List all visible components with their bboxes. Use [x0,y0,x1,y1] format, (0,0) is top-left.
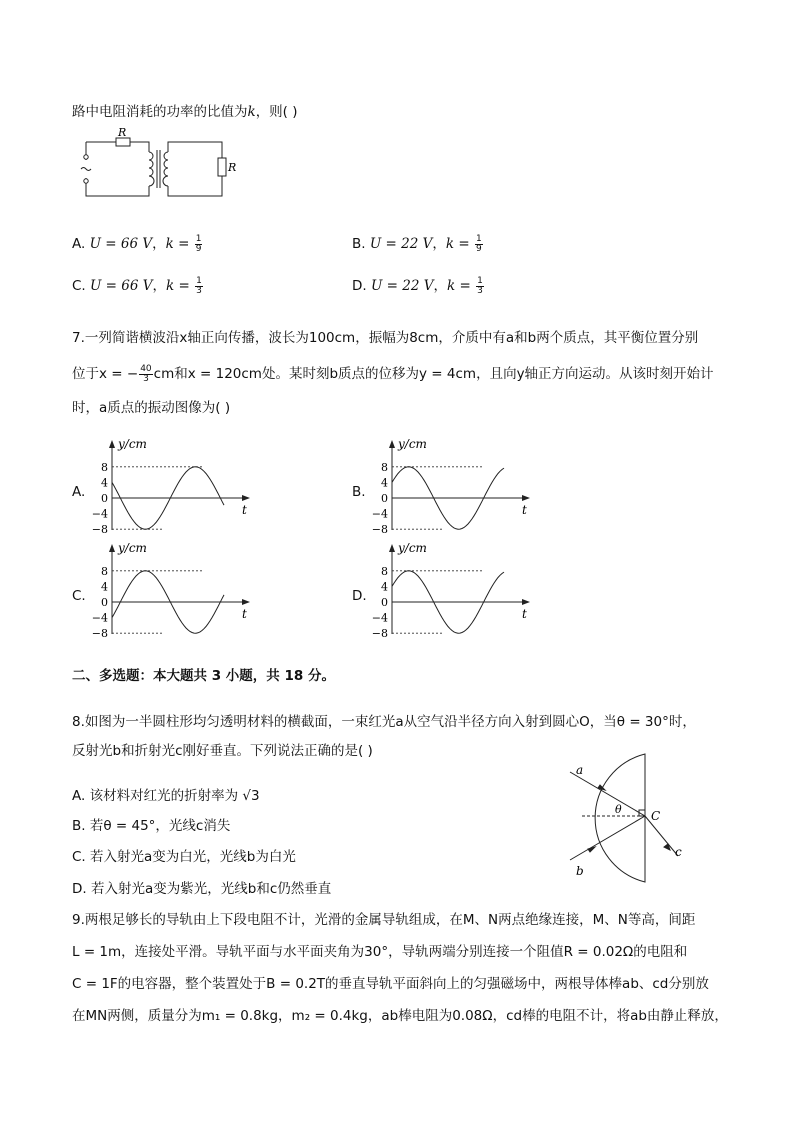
y-axis-arrow [389,440,395,448]
q7-line1: 7.一列简谐横波沿x轴正向传播，波长为100cm，振幅为8cm，介质中有a和b两个质点，其平衡位置分别 [72,330,699,346]
y-axis-label: y/cm [398,541,427,555]
fraction: $\frac{40}{3}$ [140,363,152,384]
section-heading: 二、多选题：本大题共 3 小题，共 18 分。 [72,668,335,684]
fraction: $\frac{1}{3}$ [477,275,483,296]
tick-label: −8 [91,523,108,536]
y-axis-arrow [389,544,395,552]
x-axis-label: t [522,607,527,621]
q7-line2: 位于x = − $\frac{40}{3}$ cm和x = 120cm处。某时刻b质点的位移为y = 4cm，且向y轴正方向运动。从该时刻开始计 [72,363,714,384]
y-axis-label: y/cm [398,437,427,451]
q6-option-c[interactable]: C. U = 66 V，k = $\frac{1}{3}$ [72,275,202,296]
point-label-c: C [651,809,661,823]
x-axis-arrow [242,495,250,501]
tick-label: 8 [101,460,108,474]
vibration-graph-c [84,540,256,640]
tick-label: 0 [101,596,108,609]
tick-label: 0 [101,492,108,505]
vibration-graph-a [84,436,256,536]
q8-line1: 8.如图为一半圆柱形均匀透明材料的横截面，一束红光a从空气沿半径方向入射到圆心O，当θ = 30°时， [72,714,696,730]
q6-option-d[interactable]: D. U = 22 V，k = $\frac{1}{3}$ [352,275,483,296]
q8-option-b[interactable]: B. 若θ = 45°，光线c消失 [72,818,231,834]
vibration-graph-d [364,540,536,640]
q8-line2: 反射光b和折射光c刚好垂直。下列说法正确的是( ) [72,743,373,759]
x-axis-arrow [242,599,250,605]
resistor-label-secondary: R [228,161,237,174]
tick-label: 8 [381,460,388,474]
vibration-graph-b [364,436,536,536]
transformer-circuit-figure [76,126,246,204]
fraction: $\frac{1}{9}$ [475,233,482,254]
ray-label-c: c [675,845,682,859]
x-axis-label: t [522,503,527,517]
q9-line1: 9.两根足够长的导轨由上下段电阻不计，光滑的金属导轨组成，在M、N两点绝缘连接，M、N等高，间距 [72,912,696,928]
y-axis-arrow [109,544,115,552]
tick-label: 4 [381,580,388,594]
q9-line3: C = 1F的电容器，整个装置处于B = 0.2T的垂直导轨平面斜向上的匀强磁场中，两根导体棒ab、cd分别放 [72,976,709,992]
q6-stem: 路中电阻消耗的功率的比值为k，则( ) [72,104,298,120]
tick-label: 0 [381,596,388,609]
resistor-label-primary: R [118,126,127,139]
angle-label-theta: θ [615,803,622,816]
q7-line3: 时，a质点的振动图像为( ) [72,400,231,416]
x-axis-arrow [522,495,530,501]
q9-line2: L = 1m，连接处平滑。导轨平面与水平面夹角为30°，导轨两端分别连接一个阻值R = 0.02Ω的电阻和 [72,944,688,960]
ray-label-a: a [576,763,584,777]
tick-label: 4 [101,580,108,594]
tick-label: −4 [91,611,108,625]
tick-label: 4 [381,476,388,490]
q9-line4: 在MN两侧，质量分为m₁ = 0.8kg，m₂ = 0.4kg，ab棒电阻为0.08Ω，cd棒的电阻不计，将ab由静止释放， [72,1008,728,1024]
q8-option-a[interactable]: A. 该材料对红光的折射率为 √3 [72,788,260,804]
tick-label: −4 [371,611,388,625]
semicircle-figure [560,752,700,888]
q6-option-b[interactable]: B. U = 22 V，k = $\frac{1}{9}$ [352,233,482,254]
q8-option-d[interactable]: D. 若入射光a变为紫光，光线b和c仍然垂直 [72,881,332,897]
x-axis-arrow [522,599,530,605]
fraction: $\frac{1}{9}$ [195,233,202,254]
tick-label: 0 [381,492,388,505]
fraction: $\frac{1}{3}$ [196,275,202,296]
tick-label: −4 [371,507,388,521]
tick-label: −8 [371,523,388,536]
y-axis-arrow [109,440,115,448]
q6-option-a[interactable]: A. U = 66 V，k = $\frac{1}{9}$ [72,233,202,254]
q8-option-c[interactable]: C. 若入射光a变为白光，光线b为白光 [72,849,296,865]
ray-label-b: b [576,864,584,878]
x-axis-label: t [242,607,247,621]
tick-label: −8 [371,627,388,640]
y-axis-label: y/cm [118,437,147,451]
tick-label: −8 [91,627,108,640]
x-axis-label: t [242,503,247,517]
tick-label: 8 [101,564,108,578]
tick-label: 8 [381,564,388,578]
tick-label: −4 [91,507,108,521]
tick-label: 4 [101,476,108,490]
y-axis-label: y/cm [118,541,147,555]
